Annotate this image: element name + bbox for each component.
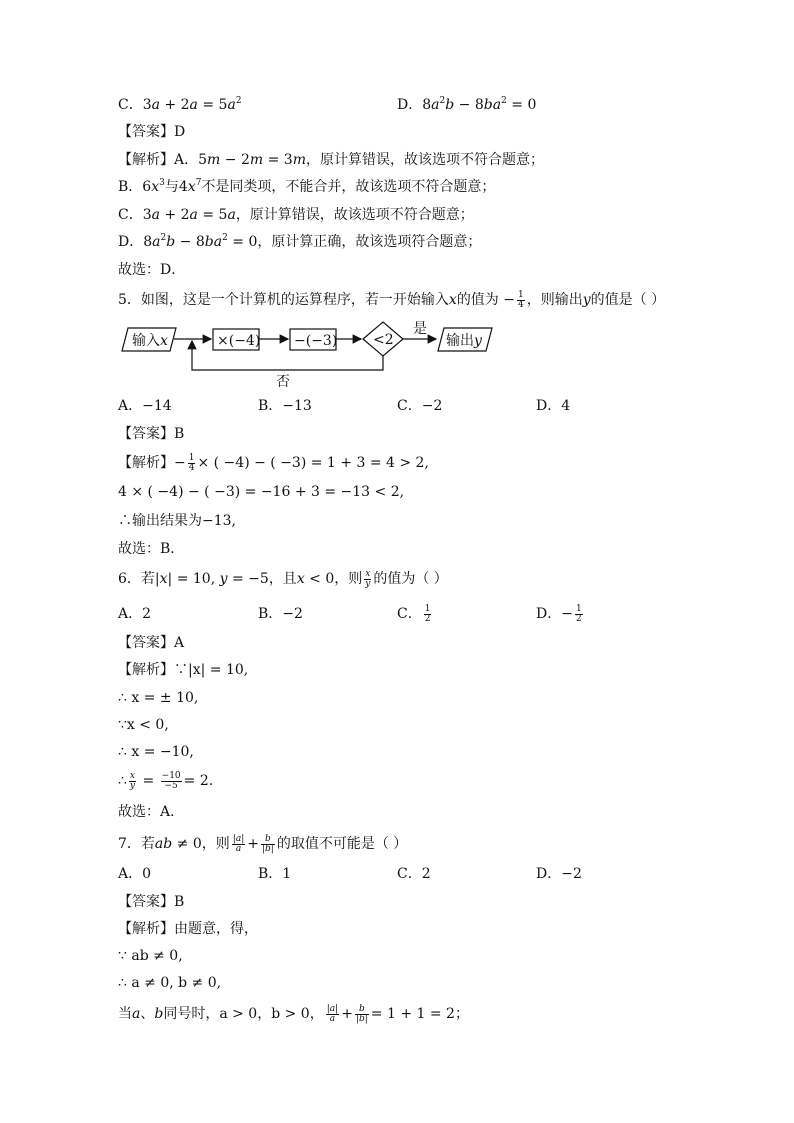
q6-stem-frac: $\frac{x}{y}$ (365, 568, 371, 589)
q4-analysis-c (118, 205, 474, 225)
q7-option-a: A．0 (118, 866, 152, 882)
q6-analysis-l4: ∴ x = −10, (118, 744, 194, 760)
q4-conclusion: 故选：D． (118, 262, 186, 278)
q5-option-c: C．−2 (397, 398, 443, 414)
q5-line1-frac: − $\frac{1}{4}$ (174, 452, 195, 473)
q5-analysis-line2: 4 × ( −4) − ( −3) = −16 + 3 = −13 < 2, (118, 484, 405, 500)
q4-d-math: $8a^2b - 8ba^2 = 0$ (143, 233, 258, 250)
q4-option-c (118, 95, 242, 115)
q5-line3-value: −13, (202, 513, 236, 529)
q7-option-b: B．1 (258, 866, 292, 882)
q4-option-d-label: D． (397, 97, 423, 113)
q6-option-b-value: −2 (282, 606, 303, 622)
q5-line3-text: ∴输出结果为 (118, 513, 202, 529)
q4-a-prefix: A． (174, 152, 199, 168)
flow-output-text: 输出y (446, 333, 482, 349)
q5-option-a: A．−14 (118, 398, 172, 414)
q7-stem-b: ，则 (201, 836, 230, 852)
q5-flowchart (118, 318, 508, 390)
q4-b-math-2: $4x^7$ (178, 178, 202, 195)
q6-analysis-label: 【解析】 (118, 662, 174, 678)
q4-a-text: ，原计算错误，故该选项不符合题意； (305, 152, 544, 168)
flow-input-text: 输入x (132, 333, 168, 349)
q7-stem-math: ab ≠ 0 (154, 836, 202, 852)
q5-analysis-line1 (118, 453, 429, 473)
flow-condition-text: <2 (373, 332, 394, 348)
q7-answer (118, 892, 184, 912)
q5-conclusion: 故选：B． (118, 541, 185, 557)
q4-d-text: ，原计算正确，故该选项符合题意； (257, 234, 482, 250)
q5-stem-d: 的值是（ ） (590, 292, 666, 308)
q7-analysis-l1: ∵ ab ≠ 0, (118, 948, 183, 964)
q7-analysis-l2: ∴ a ≠ 0, b ≠ 0, (118, 975, 222, 991)
q4-answer (118, 122, 185, 142)
q5-var-x: x (448, 292, 457, 308)
q5-line1-text: × ( −4) − ( −3) = 1 + 3 = 4 > 2, (197, 455, 429, 471)
q4-analysis-b (118, 177, 495, 197)
q6-l1-text: ∵|x| = 10, (174, 662, 249, 678)
q6-analysis-l2: ∴ x = ± 10, (118, 690, 199, 706)
q6-l5-suffix: = 2. (183, 773, 214, 789)
q5-answer-value: B (174, 426, 185, 442)
q4-option-d (397, 95, 536, 115)
q6-option-c: C． $\frac{1}{2}$ (397, 603, 431, 624)
q4-b-math-1: $6x^3$ (142, 178, 165, 195)
q4-answer-label: 【答案】 (118, 124, 174, 140)
q4-analysis-label: 【解析】 (118, 152, 174, 168)
q6-analysis-l3: ∵x < 0, (118, 717, 169, 733)
q4-option-c-math: $3a + 2a = 5a^2$ (142, 96, 242, 113)
q7-stem-a: 7．若 (118, 836, 155, 852)
q5-neg-quarter: − $\frac{1}{4}$ (503, 289, 524, 310)
q4-c-prefix: C． (118, 207, 143, 223)
q6-option-a: A．2 (118, 606, 152, 622)
q4-analysis-a (118, 150, 544, 170)
q6-stem-d: 的值为（ ） (373, 571, 448, 587)
q7-answer-value: B (174, 894, 185, 910)
q5-option-b-value: −13 (282, 398, 312, 414)
q5-stem-c: ，则输出 (526, 292, 583, 308)
q4-c-math: 3a + 2a = 5a (142, 207, 236, 223)
q6-conclusion: 故选：A． (118, 804, 185, 820)
q6-l5-prefix: ∴ (118, 773, 127, 789)
q5-stem (118, 290, 665, 310)
q5-stem-b: 的值为 (456, 292, 499, 308)
q4-b-mid: 与 (164, 179, 179, 195)
q6-option-b: B．−2 (258, 606, 303, 622)
q5-option-c-value: −2 (421, 398, 443, 414)
q5-answer-label: 【答案】 (118, 426, 174, 442)
q4-answer-value: D (174, 124, 186, 140)
q5-option-b: B．−13 (258, 398, 312, 414)
q6-analysis-l5: ∴ $\frac{x}{y}$ = $\frac{-10}{-5}$ = 2. (118, 770, 214, 791)
q7-answer-label: 【答案】 (118, 894, 174, 910)
q5-answer (118, 424, 184, 444)
flow-yes-label: 是 (413, 321, 427, 337)
q5-var-y: y (582, 292, 591, 308)
q7-analysis-l3: 当a、b同号时，a > 0，b > 0， $\frac{|a|}{a}$ + $\frac{b}{|b|}$ = 1 + 1 = 2； (118, 1003, 469, 1024)
q7-analysis-label: 【解析】 (118, 921, 174, 937)
q4-analysis-d (118, 232, 481, 252)
q4-option-c-label: C． (118, 97, 143, 113)
q4-option-d-math: $8a^2b - 8ba^2 = 0$ (422, 96, 537, 113)
q5-option-d: D．4 (536, 398, 571, 414)
q6-stem-b: ，且 (268, 571, 297, 587)
q5-analysis-label: 【解析】 (118, 455, 174, 471)
q4-b-prefix: B． (118, 179, 143, 195)
q6-stem-c: ，则 (334, 571, 363, 587)
q4-a-math: 5m − 2m = 3m (198, 152, 306, 168)
q7-option-c: C．2 (397, 866, 431, 882)
flow-step1-text: ×(−4) (217, 333, 261, 349)
q6-answer-value: A (174, 635, 185, 651)
flow-no-label: 否 (276, 374, 290, 390)
q5-analysis-line3 (118, 511, 236, 531)
q6-analysis-l1 (118, 660, 248, 680)
q6-stem-a: 6．若 (118, 571, 155, 587)
q7-stem: 7．若ab ≠ 0，则 $\frac{|a|}{a}$ + $\frac{b}{|b|}$ 的取值不可能是（ ） (118, 833, 408, 854)
q4-b-text: 不是同类项，不能合并，故该选项不符合题意； (201, 179, 496, 195)
q6-stem-math-1: |x| = 10, y = −5 (154, 571, 269, 587)
flow-step2-text: −(−3) (294, 333, 338, 349)
q7-a1-text: 由题意，得， (174, 921, 258, 937)
q7-option-d: D．−2 (536, 866, 582, 882)
q4-c-text: ，原计算错误，故该选项不符合题意； (235, 207, 474, 223)
q7-analysis-a1 (118, 919, 258, 939)
q5-option-a-value: −14 (142, 398, 172, 414)
q6-stem-math-2: x < 0 (296, 571, 335, 587)
q6-answer (118, 633, 184, 653)
q7-option-d-value: −2 (561, 866, 582, 882)
q4-d-prefix: D． (118, 234, 144, 250)
q6-answer-label: 【答案】 (118, 635, 174, 651)
q5-stem-a: 5．如图，这是一个计算机的运算程序，若一开始输入 (118, 292, 449, 308)
q6-stem (118, 569, 448, 589)
q6-option-d: D．− $\frac{1}{2}$ (536, 603, 582, 624)
q7-stem-c: 的取值不可能是（ ） (276, 836, 408, 852)
